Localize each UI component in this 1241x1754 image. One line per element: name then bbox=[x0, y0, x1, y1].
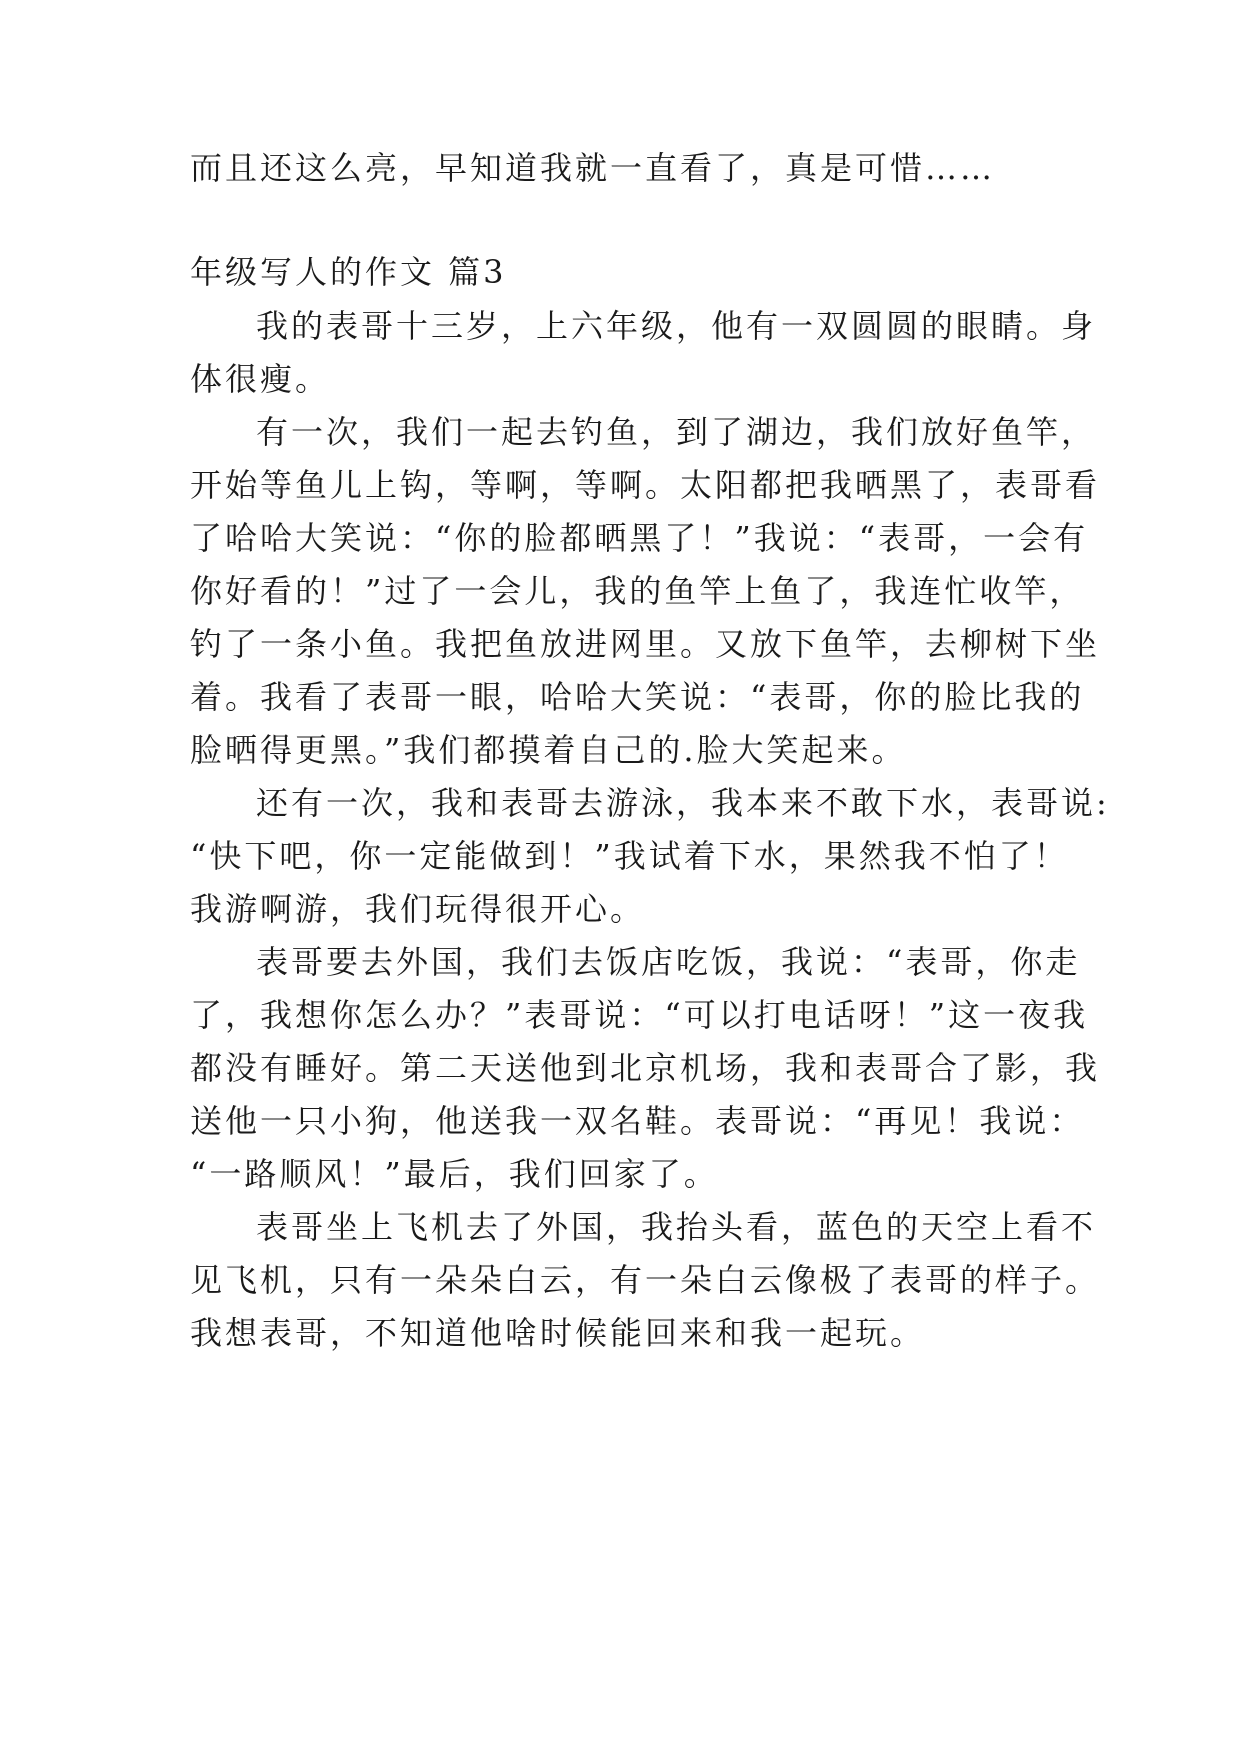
text-line: 送他一只小狗，他送我一双名鞋。表哥说：“再见！我说： bbox=[190, 1102, 1085, 1140]
text-line: 了哈哈大笑说：“你的脸都晒黑了！”我说：“表哥，一会有 bbox=[190, 519, 1089, 557]
essay-title: 年级写人的作文 篇3 bbox=[190, 253, 507, 291]
text-line: 你好看的！”过了一会儿，我的鱼竿上鱼了，我连忙收竿， bbox=[190, 572, 1085, 610]
text-line: 了，我想你怎么办？”表哥说：“可以打电话呀！”这一夜我 bbox=[190, 996, 1089, 1034]
text-line: “一路顺风！”最后，我们回家了。 bbox=[190, 1155, 719, 1193]
text-line: 着。我看了表哥一眼，哈哈大笑说：“表哥，你的脸比我的 bbox=[190, 678, 1085, 716]
text-line: 都没有睡好。第二天送他到北京机场，我和表哥合了影，我 bbox=[190, 1049, 1101, 1087]
previous-section-tail: 而且还这么亮，早知道我就一直看了，真是可惜…… bbox=[190, 149, 996, 187]
text-line: 脸晒得更黑。”我们都摸着自己的.脸大笑起来。 bbox=[190, 731, 907, 769]
text-line: 还有一次，我和表哥去游泳，我本来不敢下水，表哥说: bbox=[256, 784, 1110, 822]
text-line: “快下吧，你一定能做到！”我试着下水，果然我不怕了！ bbox=[190, 837, 1069, 875]
text-line: 我想表哥，不知道他啥时候能回来和我一起玩。 bbox=[190, 1314, 926, 1352]
text-line: 体很瘦。 bbox=[190, 360, 331, 398]
text-line: 我游啊游，我们玩得很开心。 bbox=[190, 890, 646, 928]
text-line: 有一次，我们一起去钓鱼，到了湖边，我们放好鱼竿， bbox=[256, 413, 1097, 451]
text-line: 见飞机，只有一朵朵白云，有一朵白云像极了表哥的样子。 bbox=[190, 1261, 1101, 1299]
text-line: 我的表哥十三岁，上六年级，他有一双圆圆的眼睛。身 bbox=[256, 307, 1097, 345]
text-line: 钓了一条小鱼。我把鱼放进网里。又放下鱼竿，去柳树下坐 bbox=[190, 625, 1101, 663]
text-line: 表哥要去外国，我们去饭店吃饭，我说：“表哥，你走 bbox=[256, 943, 1081, 981]
text-line: 开始等鱼儿上钩，等啊，等啊。太阳都把我晒黑了，表哥看 bbox=[190, 466, 1101, 504]
text-line: 表哥坐上飞机去了外国，我抬头看，蓝色的天空上看不 bbox=[256, 1208, 1097, 1246]
